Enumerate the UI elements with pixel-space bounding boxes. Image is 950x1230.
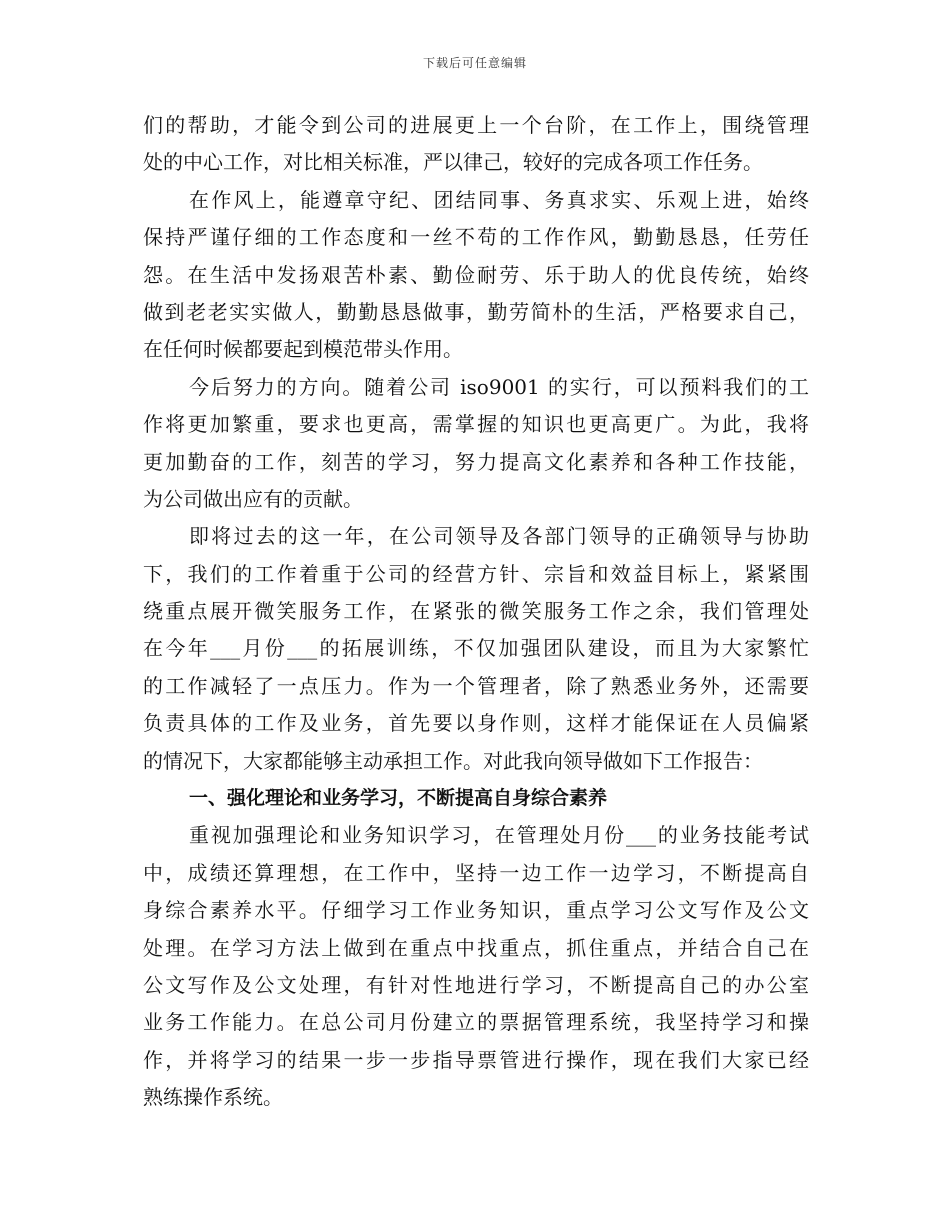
text-line: 处理。在学习方法上做到在重点中找重点，抓住重点，并结合自己在 — [143, 935, 809, 960]
text-line: 在任何时候都要起到模范带头作用。 — [143, 337, 463, 362]
text-line: 怨。在生活中发扬艰苦朴素、勤俭耐劳、乐于助人的优良传统，始终 — [143, 262, 809, 287]
document-body — [143, 107, 809, 1117]
text-line: 在今年___月份___的拓展训练，不仅加强团队建设，而且为大家繁忙 — [143, 636, 809, 661]
text-line: 身综合素养水平。仔细学习工作业务知识，重点学习公文写作及公文 — [143, 898, 809, 923]
text-line: 作，并将学习的结果一步一步指导票管进行操作，现在我们大家已经 — [143, 1047, 809, 1072]
text-line: 做到老老实实做人，勤勤恳恳做事，勤劳简朴的生活，严格要求自己， — [143, 299, 809, 324]
text-line: 们的帮助，才能令到公司的进展更上一个台阶，在工作上，围绕管理 — [143, 113, 809, 137]
text-line: 作将更加繁重，要求也更高，需掌握的知识也更高更广。为此，我将 — [143, 412, 809, 437]
text-line: 熟练操作系统。 — [143, 1085, 283, 1110]
text-line: 更加勤奋的工作，刻苦的学习，努力提高文化素养和各种工作技能， — [143, 449, 809, 474]
text-line: 保持严谨仔细的工作态度和一丝不苟的工作作风，勤勤恳恳，任劳任 — [143, 225, 809, 250]
text-line: 绕重点展开微笑服务工作，在紧张的微笑服务工作之余，我们管理处 — [143, 599, 809, 624]
text-line: 即将过去的这一年，在公司领导及各部门领导的正确领导与协助 — [189, 524, 809, 549]
text-line: 业务工作能力。在总公司月份建立的票据管理系统，我坚持学习和操 — [143, 1010, 809, 1035]
text-line: 中，成绩还算理想，在工作中，坚持一边工作一边学习，不断提高自 — [143, 860, 809, 885]
section-heading: 一、强化理论和业务学习，不断提高自身综合素养 — [189, 787, 608, 810]
text-line: 公文写作及公文处理，有针对性地进行学习，不断提高自己的办公室 — [143, 972, 809, 997]
text-line: 下，我们的工作着重于公司的经营方针、宗旨和效益目标上，紧紧围 — [143, 561, 809, 586]
text-line: 的工作减轻了一点压力。作为一个管理者，除了熟悉业务外，还需要 — [143, 673, 809, 698]
text-line: 负责具体的工作及业务，首先要以身作则，这样才能保证在人员偏紧 — [143, 711, 809, 736]
text-line: 今后努力的方向。随着公司 iso9001 的实行，可以预料我们的工 — [189, 374, 809, 399]
text-line: 处的中心工作，对比相关标准，严以律己，较好的完成各项工作任务。 — [143, 150, 763, 175]
text-line: 的情况下，大家都能够主动承担工作。对此我向领导做如下工作报告： — [143, 748, 763, 773]
page-header: 下载后可任意编辑 — [422, 56, 527, 70]
text-line: 重视加强理论和业务知识学习，在管理处月份___的业务技能考试 — [189, 823, 809, 848]
text-line: 在作风上，能遵章守纪、团结同事、务真求实、乐观上进，始终 — [189, 187, 809, 212]
text-line: 为公司做出应有的贡献。 — [143, 486, 363, 511]
